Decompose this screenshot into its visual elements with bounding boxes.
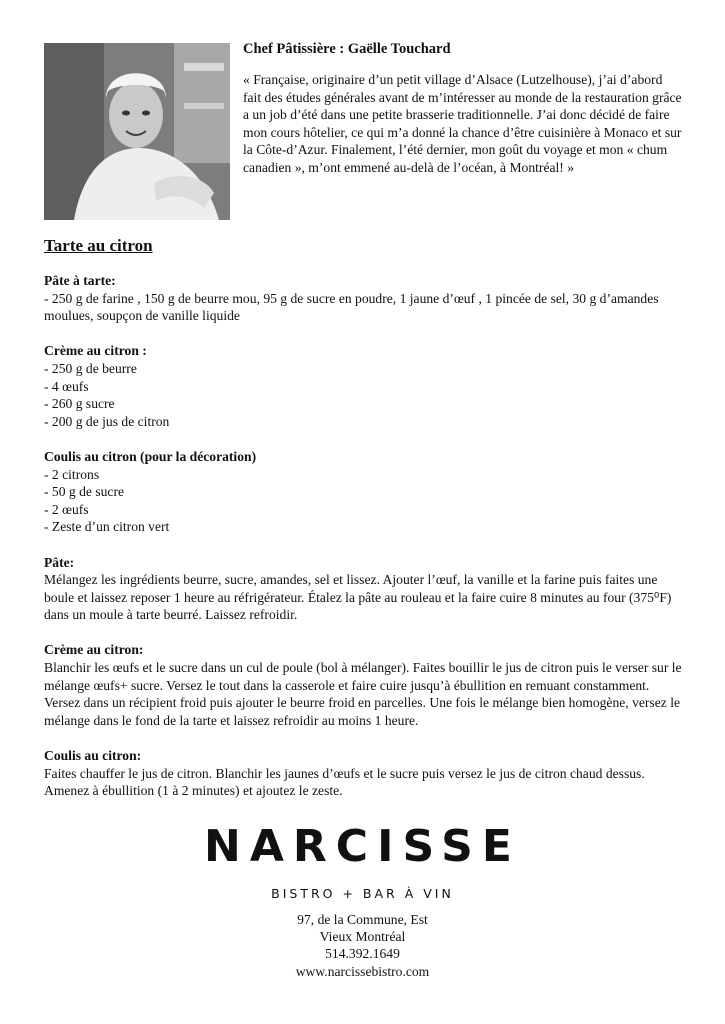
section-heading: Pâte à tarte: xyxy=(44,273,116,288)
address-block xyxy=(0,911,725,980)
recipe-title: Tarte au citron xyxy=(44,236,153,255)
address-district: Vieux Montréal xyxy=(319,929,406,945)
ingredients-creme xyxy=(44,342,684,430)
ingredient-line: - 2 citrons xyxy=(44,466,100,482)
step-pate xyxy=(44,554,684,624)
ingredient-line: - 2 œufs xyxy=(44,501,89,517)
ingredient-line: - 260 g sucre xyxy=(44,396,115,412)
section-heading: Pâte: xyxy=(44,554,75,570)
ingredient-line: - 250 g de farine , 150 g de beurre mou, 95 g de sucre en poudre, 1 jaune d’œuf , 1 pincée de sel, 30 g d’amandes moulues, soupçon de vanille liquide xyxy=(44,290,659,324)
address-street: 97, de la Commune, Est xyxy=(297,912,428,927)
step-text: Faites chauffer le jus de citron. Blanchir les jaunes d’œufs et le sucre puis versez le jus de citron chaud dessus. Amenez à ébullition (1 à 2 minutes) et ajoutez le zeste. xyxy=(44,765,645,799)
phone-number: 514.392.1649 xyxy=(325,946,400,962)
step-creme xyxy=(44,641,684,729)
ingredient-line: - Zeste d’un citron vert xyxy=(44,519,170,535)
chef-name-heading: Chef Pâtissière : Gaëlle Touchard xyxy=(243,41,451,57)
step-text: Blanchir les œufs et le sucre dans un cul de poule (bol à mélanger). Faites bouillir le jus de citron puis le verser sur le mélange œufs+ sucre. Versez le tout dans la casserole et faire cuire jusqu’à ébullition en remuant constamment. Versez dans un récipient froid puis ajouter le beurre froid en parcelles. Une fois le mélange bien homogène, versez le mélange dans le fond de la tarte et laissez refroidir au moins 1 heure. xyxy=(44,660,682,728)
ingredient-line: - 50 g de sucre xyxy=(44,484,125,500)
section-heading: Crème au citron: xyxy=(44,642,144,658)
section-heading: Coulis au citron (pour la décoration) xyxy=(44,448,257,464)
ingredient-line: - 200 g de jus de citron xyxy=(44,413,170,429)
chef-bio xyxy=(243,40,683,177)
ingredient-line: - 4 œufs xyxy=(44,378,89,394)
step-coulis xyxy=(44,747,684,800)
chef-portrait-image xyxy=(44,43,230,220)
ingredient-line: - 250 g de beurre xyxy=(44,360,137,376)
ingredients-coulis xyxy=(44,448,684,536)
chef-photo xyxy=(44,43,230,220)
chef-bio-text: « Française, originaire d’un petit village d’Alsace (Lutzelhouse), j’ai d’abord fait des études générales avant de m’intéresser au monde de la restauration grâce a un job d’été dans une petite brasserie traditionnelle. J’ai donc décidé de faire mon cours hôtelier, ce qui m’a donné la chance d’être cuisinière à Monaco et sur la Côte-d’Azur. Finalement, l’été dernier, mon goût du voyage et mon « chum canadien », m’ont emmené au-delà de l’océan, à Montréal! » xyxy=(243,72,682,175)
section-heading: Crème au citron : xyxy=(44,343,147,359)
logo-tagline: BISTRO + BAR À VIN xyxy=(271,886,454,901)
ingredients-pate xyxy=(44,272,684,325)
narcisse-logo: NARCISSE xyxy=(204,821,521,872)
recipe xyxy=(44,236,684,817)
website-link[interactable]: www.narcissebistro.com xyxy=(295,963,430,979)
step-text: Mélangez les ingrédients beurre, sucre, amandes, sel et lissez. Ajouter l’œuf, la vanille et la farine puis faites une boule et laissez reposer 1 heure au réfrigérateur. Étalez la pâte au rouleau et la faire cuire 8 minutes au four (375⁰F) dans un moule à tarte beurré. Laissez refroidir. xyxy=(44,572,672,623)
section-heading: Coulis au citron: xyxy=(44,748,142,764)
